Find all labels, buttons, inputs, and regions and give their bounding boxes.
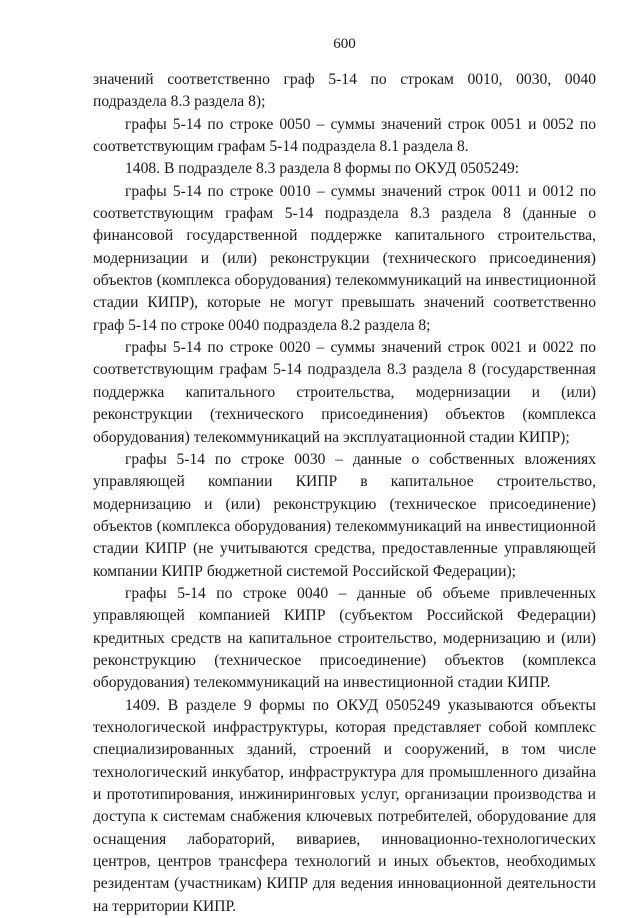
paragraph: графы 5-14 по строке 0010 – суммы значений строк 0011 и 0012 по соответствующим графам 5-14 подраздела 8.3 раздела 8 (данные о финансовой государственной поддержке капитального строительства, модернизации и (или) реконструкции (технического присоединения) объектов (комплекса оборудования) телекоммуникаций на инвестиционной стадии КИПР), которые не могут превышать значений соответственно граф 5-14 по строке 0040 подраздела 8.2 раздела 8; bbox=[93, 182, 596, 334]
paragraph: 1408. В подразделе 8.3 раздела 8 формы по ОКУД 0505249: bbox=[125, 160, 520, 178]
paragraph: графы 5-14 по строке 0020 – суммы значений строк 0021 и 0022 по соответствующим графам 5-14 подраздела 8.3 раздела 8 (государственная поддержка капитального строительства, модернизации и (или) реконструкции (технического присоединения) объектов (комплекса оборудования) телекоммуникаций на эксплуатационной стадии КИПР); bbox=[93, 339, 596, 446]
page-number: 600 bbox=[333, 36, 356, 52]
body-text bbox=[93, 69, 596, 918]
paragraph: 1409. В разделе 9 формы по ОКУД 0505249 указываются объекты технологической инфраструктуры, которая представляет собой комплекс специализированных зданий, строений и сооружений, в том числе технологический инкубатор, инфраструктура для промышленного дизайна и прототипирования, инжиниринговых услуг, организации производства и доступа к системам снабжения ключевых потребителей, оборудование для оснащения лабораторий, вивариев, инновационно-технологических центров, центров трансфера технологий и иных объектов, необходимых резидентам (участникам) КИПР для ведения инновационной деятельности на территории КИПР. bbox=[93, 696, 596, 915]
paragraph: значений соответственно граф 5-14 по строкам 0010, 0030, 0040 подраздела 8.3 раздела 8); bbox=[93, 71, 596, 111]
paragraph: графы 5-14 по строке 0030 – данные о собственных вложениях управляющей компании КИПР в капитальное строительство, модернизацию и (или) реконструкцию (техническое присоединение) объектов (комплекса оборудования) телекоммуникаций на инвестиционной стадии КИПР (не учитываются средства, предоставленные управляющей компании КИПР бюджетной системой Российской Федерации); bbox=[93, 450, 596, 580]
paragraph: графы 5-14 по строке 0050 – суммы значений строк 0051 и 0052 по соответствующим графам 5-14 подраздела 8.1 раздела 8. bbox=[93, 115, 596, 156]
paragraph: графы 5-14 по строке 0040 – данные об объеме привлеченных управляющей компанией КИПР (субъектом Российской Федерации) кредитных средств на капитальное строительство, модернизацию и (или) реконструкцию (техническое присоединение) объектов (комплекса оборудования) телекоммуникаций на инвестиционной стадии КИПР. bbox=[93, 584, 596, 692]
